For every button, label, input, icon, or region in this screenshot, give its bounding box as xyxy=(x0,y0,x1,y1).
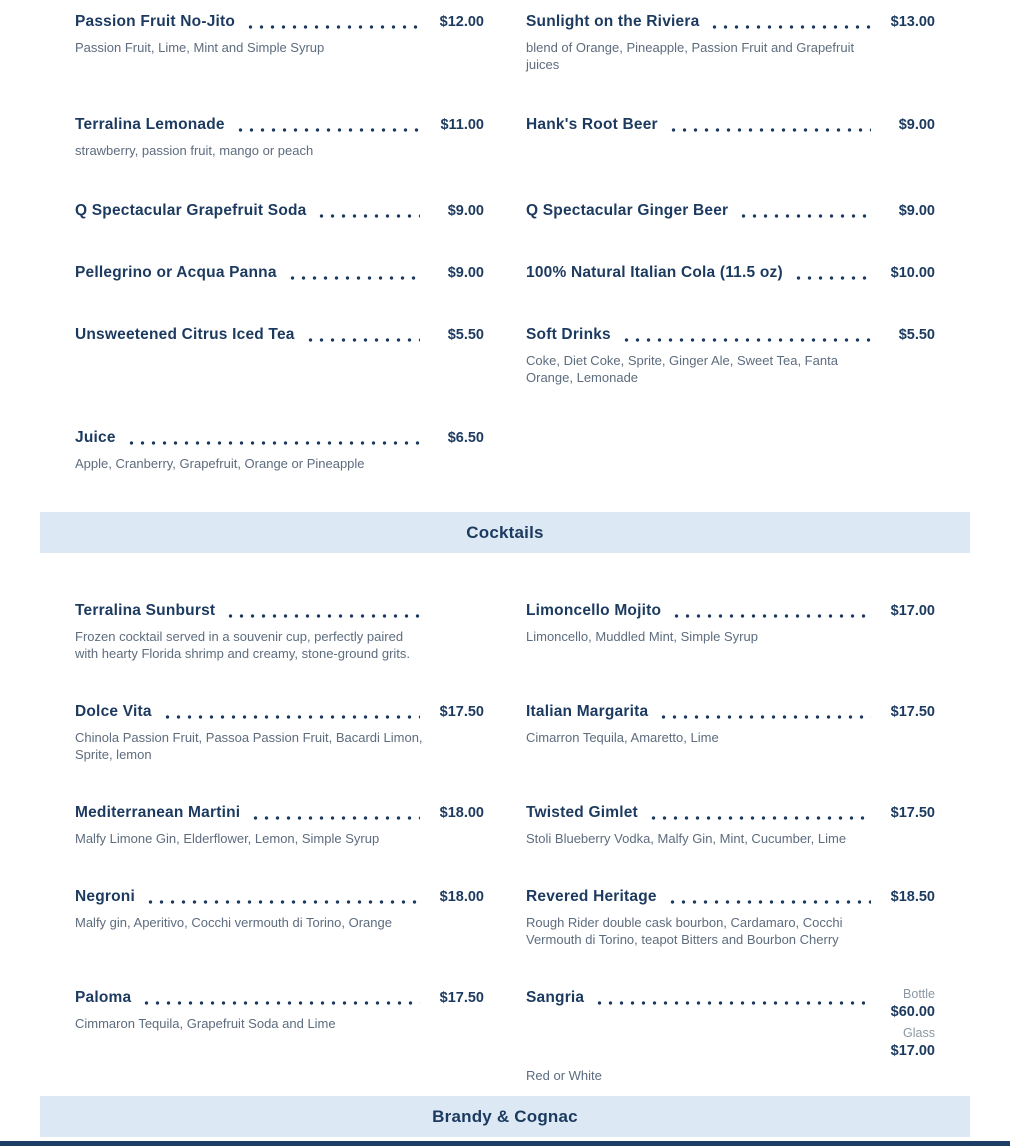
menu-item xyxy=(526,115,935,135)
menu-item xyxy=(526,887,935,948)
menu-item xyxy=(75,115,484,159)
item-price: $9.00 xyxy=(447,265,484,281)
item-description: Red or White xyxy=(526,1068,602,1083)
item-name: Terralina Lemonade xyxy=(75,116,225,133)
menu-item xyxy=(526,702,935,746)
item-price: $5.50 xyxy=(447,327,484,343)
item-name: Dolce Vita xyxy=(75,703,152,720)
item-name: Terralina Sunburst xyxy=(75,602,216,619)
dotted-leader xyxy=(738,201,871,221)
menu-item xyxy=(75,428,484,472)
item-price: $17.50 xyxy=(890,704,935,720)
section-header-cocktails xyxy=(40,512,970,553)
item-price: $9.00 xyxy=(447,203,484,219)
item-price: $13.00 xyxy=(890,14,935,30)
menu-item xyxy=(526,201,935,221)
menu-item xyxy=(526,263,935,283)
price-size-label: Glass xyxy=(903,1026,935,1040)
item-name: Unsweetened Citrus Iced Tea xyxy=(75,326,295,343)
item-name: Soft Drinks xyxy=(526,326,611,343)
item-price: $6.50 xyxy=(447,430,484,446)
item-name: Negroni xyxy=(75,888,135,905)
menu-item xyxy=(75,702,484,763)
section-title: Brandy & Cognac xyxy=(432,1106,578,1126)
item-price: $17.50 xyxy=(890,805,935,821)
item-name: Limoncello Mojito xyxy=(526,602,662,619)
item-name: Pellegrino or Acqua Panna xyxy=(75,264,277,281)
dotted-leader xyxy=(668,115,871,135)
item-description: Chinola Passion Fruit, Passoa Passion Fruit, Bacardi Limon, Sprite, lemon xyxy=(75,730,423,762)
dotted-leader xyxy=(709,12,871,32)
item-description: strawberry, passion fruit, mango or peach xyxy=(75,143,314,158)
dotted-leader xyxy=(594,988,865,1008)
item-name: Q Spectacular Ginger Beer xyxy=(526,202,729,219)
dotted-leader xyxy=(141,988,420,1008)
item-price-stack xyxy=(877,986,935,1060)
item-price: $17.00 xyxy=(890,1043,935,1059)
dotted-leader xyxy=(648,803,871,823)
item-name: Revered Heritage xyxy=(526,888,657,905)
menu-item xyxy=(75,803,484,847)
menu-item xyxy=(75,988,484,1032)
item-name: 100% Natural Italian Cola (11.5 oz) xyxy=(526,264,783,281)
item-price: $11.00 xyxy=(440,117,484,133)
item-description: Cimmaron Tequila, Grapefruit Soda and Lime xyxy=(75,1016,336,1031)
menu-item xyxy=(75,887,484,931)
item-name: Sunlight on the Riviera xyxy=(526,13,700,30)
dotted-leader xyxy=(658,702,871,722)
menu-item xyxy=(75,201,484,221)
item-price: $10.00 xyxy=(890,265,935,281)
beverages-section xyxy=(40,0,970,512)
item-name: Q Spectacular Grapefruit Soda xyxy=(75,202,307,219)
item-name: Paloma xyxy=(75,989,132,1006)
dotted-leader xyxy=(305,325,420,345)
section-title: Cocktails xyxy=(466,522,544,542)
menu-item xyxy=(526,12,935,73)
dotted-leader xyxy=(667,887,871,907)
dotted-leader xyxy=(316,201,420,221)
item-price: $18.00 xyxy=(439,889,484,905)
item-description: blend of Orange, Pineapple, Passion Fruit and Grapefruit juices xyxy=(526,40,855,72)
dotted-leader xyxy=(287,263,420,283)
dotted-leader xyxy=(225,601,420,621)
item-description: Cimarron Tequila, Amaretto, Lime xyxy=(526,730,719,745)
item-price: $17.50 xyxy=(439,990,484,1006)
menu-item xyxy=(526,803,935,847)
dotted-leader xyxy=(245,12,420,32)
item-price: $9.00 xyxy=(898,117,935,133)
item-name: Juice xyxy=(75,429,116,446)
dotted-leader xyxy=(162,702,420,722)
item-price: $60.00 xyxy=(890,1004,935,1020)
item-price: $5.50 xyxy=(898,327,935,343)
menu-item xyxy=(526,601,935,645)
section-header-brandy-cognac xyxy=(40,1096,970,1137)
price-size-label: Bottle xyxy=(903,987,935,1001)
dotted-leader xyxy=(126,428,420,448)
dotted-leader xyxy=(250,803,420,823)
dotted-leader xyxy=(235,115,420,135)
item-description: Coke, Diet Coke, Sprite, Ginger Ale, Sweet Tea, Fanta Orange, Lemonade xyxy=(526,353,838,385)
cocktails-section xyxy=(40,553,970,1096)
menu-item xyxy=(75,12,484,56)
item-price: $17.50 xyxy=(439,704,484,720)
menu-item xyxy=(526,325,935,386)
item-name: Twisted Gimlet xyxy=(526,804,638,821)
item-description: Malfy gin, Aperitivo, Cocchi vermouth di Torino, Orange xyxy=(75,915,392,930)
item-price: $18.50 xyxy=(890,889,935,905)
item-description: Limoncello, Muddled Mint, Simple Syrup xyxy=(526,629,758,644)
dotted-leader xyxy=(793,263,871,283)
item-description: Malfy Limone Gin, Elderflower, Lemon, Simple Syrup xyxy=(75,831,380,846)
menu-item xyxy=(75,325,484,345)
menu-item xyxy=(75,601,484,662)
menu-item xyxy=(75,263,484,283)
item-name: Passion Fruit No-Jito xyxy=(75,13,236,30)
item-name: Italian Margarita xyxy=(526,703,649,720)
dotted-leader xyxy=(145,887,420,907)
item-price: $12.00 xyxy=(439,14,484,30)
item-price: $18.00 xyxy=(439,805,484,821)
item-name: Sangria xyxy=(526,989,585,1006)
item-description: Stoli Blueberry Vodka, Malfy Gin, Mint, Cucumber, Lime xyxy=(526,831,847,846)
page-bottom-strip xyxy=(0,1141,1010,1146)
item-description: Passion Fruit, Lime, Mint and Simple Syrup xyxy=(75,40,325,55)
item-name: Hank's Root Beer xyxy=(526,116,658,133)
item-description: Frozen cocktail served in a souvenir cup, perfectly paired with hearty Florida shrimp and creamy, stone-ground grits. xyxy=(75,629,411,661)
item-name: Mediterranean Martini xyxy=(75,804,241,821)
dotted-leader xyxy=(621,325,871,345)
dotted-leader xyxy=(671,601,871,621)
item-price: $9.00 xyxy=(898,203,935,219)
menu-item xyxy=(526,988,935,1084)
item-description: Apple, Cranberry, Grapefruit, Orange or Pineapple xyxy=(75,456,365,471)
item-description: Rough Rider double cask bourbon, Cardamaro, Cocchi Vermouth di Torino, teapot Bitters and Bourbon Cherry xyxy=(526,915,843,947)
item-price: $17.00 xyxy=(890,603,935,619)
